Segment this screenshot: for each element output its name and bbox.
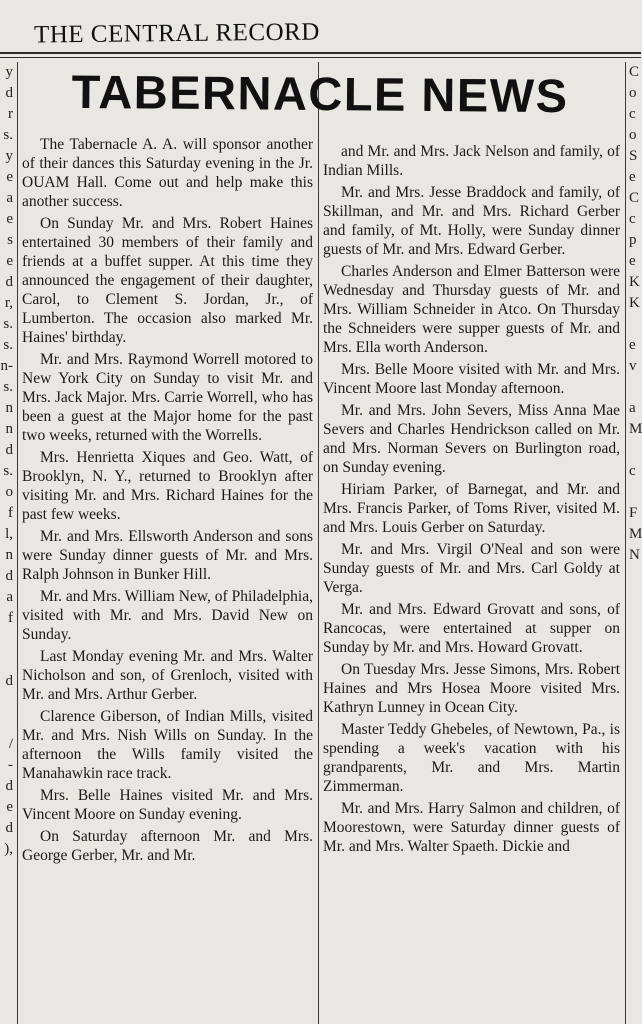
paragraph: Mrs. Belle Moore visited with Mr. and Mrs. Vincent Moore last Monday afternoon. (323, 361, 620, 397)
edge-fragment: o (629, 85, 637, 101)
article-column-1 (22, 135, 313, 1024)
paragraph: Mrs. Belle Haines visited Mr. and Mrs. Vincent Moore on Sunday evening. (22, 787, 313, 823)
column-divider-right (625, 62, 626, 1024)
edge-fragment: C (629, 64, 640, 80)
masthead-rule (0, 52, 641, 54)
edge-fragment: n (5, 400, 13, 416)
edge-fragment: d (5, 673, 13, 689)
edge-fragment (0, 713, 13, 734)
edge-fragment: e (629, 169, 636, 185)
edge-fragment (629, 314, 641, 335)
edge-fragment: s (7, 232, 13, 248)
edge-fragment: n (5, 421, 13, 437)
edge-fragment: s. (3, 337, 13, 353)
edge-fragment: o (5, 484, 13, 500)
edge-fragment: c (629, 106, 636, 122)
edge-fragment (629, 713, 641, 734)
edge-fragment: d (5, 820, 13, 836)
edge-fragment (629, 587, 641, 608)
edge-fragment (629, 797, 641, 818)
edge-fragment (629, 629, 641, 650)
masthead-rule-thin (0, 57, 641, 58)
adjacent-column-fragment-left (0, 62, 15, 1024)
edge-fragment (629, 776, 641, 797)
paragraph: Mr. and Mrs. John Severs, Miss Anna Mae Severs and Charles Hendrickson called on Mr. and Mrs. Norman Severs on Burlington road, on Sunday evening. (323, 402, 620, 476)
edge-fragment: d (5, 442, 13, 458)
edge-fragment (629, 566, 641, 587)
edge-fragment: d (5, 274, 13, 290)
edge-fragment: l, (5, 526, 13, 542)
article-column-2 (323, 142, 620, 1024)
edge-fragment: e (629, 253, 636, 269)
edge-fragment (629, 734, 641, 755)
edge-fragment: - (8, 757, 13, 773)
edge-fragment: v (629, 358, 637, 374)
edge-fragment: K (629, 274, 640, 290)
paragraph: Hiriam Parker, of Barnegat, and Mr. and Mrs. Francis Parker, of Toms River, visited M. and Mrs. Louis Gerber on Saturday. (323, 481, 620, 536)
edge-fragment: a (6, 589, 13, 605)
edge-fragment (629, 671, 641, 692)
paragraph: and Mr. and Mrs. Jack Nelson and family, of Indian Mills. (323, 143, 620, 179)
paragraph: Mr. and Mrs. Edward Grovatt and sons, of Rancocas, were entertained at supper on Sunday by Mr. and Mrs. Howard Grovatt. (323, 601, 620, 656)
edge-fragment: y (5, 64, 13, 80)
edge-fragment: e (6, 253, 13, 269)
paragraph: Mr. and Mrs. Raymond Worrell motored to New York City on Sunday to visit Mr. and Mrs. Jack Major. Mrs. Carrie Worrell, who has been a guest at the Major home for the past two weeks, returned with the Worrells. (22, 351, 313, 444)
paragraph: Mr. and Mrs. Virgil O'Neal and son were Sunday guests of Mr. and Mrs. Carl Goldy at Verga. (323, 541, 620, 596)
paragraph: Mr. and Mrs. Harry Salmon and children, of Moorestown, were Saturday dinner guests of Mr. and Mrs. Walter Spaeth. Dickie and (323, 800, 620, 855)
paragraph: Mr. and Mrs. Ellsworth Anderson and sons were Sunday dinner guests of Mr. and Mrs. Ralph Johnson in Bunker Hill. (22, 528, 313, 583)
paragraph: Charles Anderson and Elmer Batterson were Wednesday and Thursday guests of Mr. and Mrs. William Schneider in Atco. On Thursday the Schneiders were supper guests of Mr. and Mrs. Ella worth Anderson. (323, 263, 620, 356)
edge-fragment: ), (4, 841, 13, 857)
edge-fragment: F (629, 505, 638, 521)
edge-fragment (629, 440, 641, 461)
edge-fragment: n (5, 547, 13, 563)
edge-fragment: e (6, 799, 13, 815)
edge-fragment (629, 650, 641, 671)
edge-fragment: M (629, 526, 642, 542)
masthead (0, 0, 641, 58)
edge-fragment: f (8, 505, 13, 521)
edge-fragment: s. (3, 379, 13, 395)
edge-fragment (0, 629, 13, 650)
edge-fragment: e (6, 169, 13, 185)
edge-fragment (629, 839, 641, 860)
edge-fragment (629, 482, 641, 503)
article-headline: TABERNACLE NEWS (71, 64, 569, 123)
paragraph: Mr. and Mrs. William New, of Philadelphia, visited with Mr. and Mrs. David New on Sunday. (22, 588, 313, 643)
paragraph: On Sunday Mr. and Mrs. Robert Haines entertained 30 members of their family and friends at a buffet supper. At this time they announced the engagement of their daughter, Carol, to Clement S. Jordan, Jr., of Lumberton. The occasion also marked Mr. Haines' birthday. (22, 215, 313, 346)
edge-fragment: K (629, 295, 640, 311)
edge-fragment: e (629, 337, 636, 353)
edge-fragment: o (629, 127, 637, 143)
column-divider-left (17, 62, 18, 1024)
edge-fragment: f (8, 610, 13, 626)
edge-fragment (629, 377, 641, 398)
paragraph: Mrs. Henrietta Xiques and Geo. Watt, of Brooklyn, N. Y., returned to Brooklyn after visiting Mr. and Mrs. Richard Haines for the past few weeks. (22, 449, 313, 523)
edge-fragment (629, 692, 641, 713)
edge-fragment: y (5, 148, 13, 164)
edge-fragment: M (629, 421, 642, 437)
paragraph: The Tabernacle A. A. will sponsor another of their dances this Saturday evening in the Jr. OUAM Hall. Come out and help make this another success. (22, 136, 313, 210)
paragraph: On Saturday afternoon Mr. and Mrs. George Gerber, Mr. and Mr. (22, 828, 313, 864)
edge-fragment (629, 608, 641, 629)
edge-fragment: c (629, 211, 636, 227)
paragraph: Master Teddy Ghebeles, of Newtown, Pa., is spending a week's vacation with his grandparents, Mr. and Mrs. Martin Zimmerman. (323, 721, 620, 795)
edge-fragment: d (5, 568, 13, 584)
paragraph: Mr. and Mrs. Jesse Braddock and family, of Skillman, and Mr. and Mrs. Richard Gerber and family, of Mt. Holly, were Sunday dinner guests of Mr. and Mrs. Edward Gerber. (323, 184, 620, 258)
edge-fragment: s. (3, 127, 13, 143)
edge-fragment: r, (4, 295, 13, 311)
edge-fragment: N (629, 547, 640, 563)
edge-fragment (629, 818, 641, 839)
edge-fragment: c (629, 463, 636, 479)
paragraph: Clarence Giberson, of Indian Mills, visited Mr. and Mrs. Nish Wills on Sunday. In the afternoon the Wills family visited the Manahawkin race track. (22, 708, 313, 782)
edge-fragment: d (5, 778, 13, 794)
edge-fragment: n- (0, 358, 13, 374)
edge-fragment: S (629, 148, 638, 164)
edge-fragment: r (8, 106, 13, 122)
newspaper-title: THE CENTRAL RECORD (33, 18, 320, 49)
edge-fragment: s. (3, 316, 13, 332)
edge-fragment: C (629, 190, 640, 206)
edge-fragment (0, 860, 13, 881)
edge-fragment: e (6, 211, 13, 227)
adjacent-column-fragment-right (629, 62, 641, 1024)
edge-fragment (0, 650, 13, 671)
edge-fragment (0, 692, 13, 713)
column-divider-middle (318, 62, 319, 1024)
edge-fragment: a (6, 190, 13, 206)
edge-fragment: d (5, 85, 13, 101)
edge-fragment: a (629, 400, 636, 416)
edge-fragment: p (629, 232, 637, 248)
paragraph: Last Monday evening Mr. and Mrs. Walter Nicholson and son, of Grenloch, visited with Mr. and Mrs. Arthur Gerber. (22, 648, 313, 703)
paragraph: On Tuesday Mrs. Jesse Simons, Mrs. Robert Haines and Mrs Hosea Moore visited Mrs. Kathryn Lunney in Ocean City. (323, 661, 620, 716)
edge-fragment (629, 755, 641, 776)
edge-fragment: s. (3, 463, 13, 479)
edge-fragment (629, 860, 641, 881)
edge-fragment: / (8, 736, 13, 752)
